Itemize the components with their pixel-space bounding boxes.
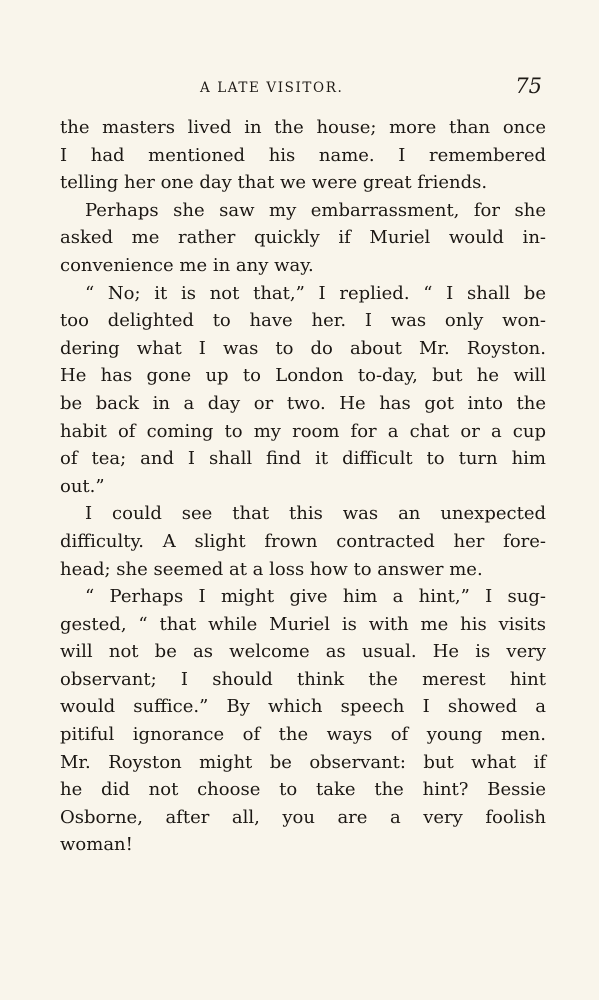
- text-line: head; she seemed at a loss how to answer me.: [60, 558, 483, 580]
- text-line: observant; I should think the merest hint: [60, 668, 546, 690]
- text-line: Mr. Royston might be observant: but what if: [60, 751, 546, 773]
- text-line: He has gone up to London to-day, but he will: [60, 365, 546, 387]
- text-line: dering what I was to do about Mr. Royston.: [60, 337, 546, 359]
- text-line: “ Perhaps I might give him a hint,” I sug-: [85, 586, 546, 608]
- running-title: A LATE VISITOR.: [200, 80, 344, 96]
- text-line: he did not choose to take the hint? Bessie: [60, 779, 546, 801]
- text-line: difficulty. A slight frown contracted her fore-: [60, 530, 546, 552]
- text-line: would suffice.” By which speech I showed a: [60, 696, 546, 718]
- body-text: [60, 114, 546, 859]
- page-number: 75: [515, 74, 542, 98]
- text-line: habit of coming to my room for a chat or a cup: [60, 420, 546, 442]
- text-line: out.”: [60, 475, 105, 497]
- text-line: pitiful ignorance of the ways of young men.: [60, 724, 546, 746]
- text-line: asked me rather quickly if Muriel would in-: [60, 227, 546, 249]
- text-line: I could see that this was an unexpected: [85, 503, 546, 525]
- text-line: “ No; it is not that,” I replied. “ I shall be: [85, 282, 546, 304]
- text-line: be back in a day or two. He has got into the: [60, 392, 546, 414]
- text-line: will not be as welcome as usual. He is very: [60, 641, 546, 663]
- text-line: woman!: [60, 834, 133, 856]
- running-head: [0, 74, 599, 104]
- text-line: gested, “ that while Muriel is with me his visits: [60, 613, 546, 635]
- text-line: the masters lived in the house; more than once: [60, 117, 546, 138]
- text-line: I had mentioned his name. I remembered: [60, 144, 546, 166]
- text-line: Perhaps she saw my embarrassment, for she: [85, 199, 546, 221]
- text-line: of tea; and I shall find it difficult to turn him: [60, 448, 546, 470]
- text-line: Osborne, after all, you are a very foolish: [60, 806, 546, 828]
- text-line: telling her one day that we were great friends.: [60, 172, 488, 194]
- text-line: convenience me in any way.: [60, 254, 314, 276]
- text-line: too delighted to have her. I was only won-: [60, 310, 546, 332]
